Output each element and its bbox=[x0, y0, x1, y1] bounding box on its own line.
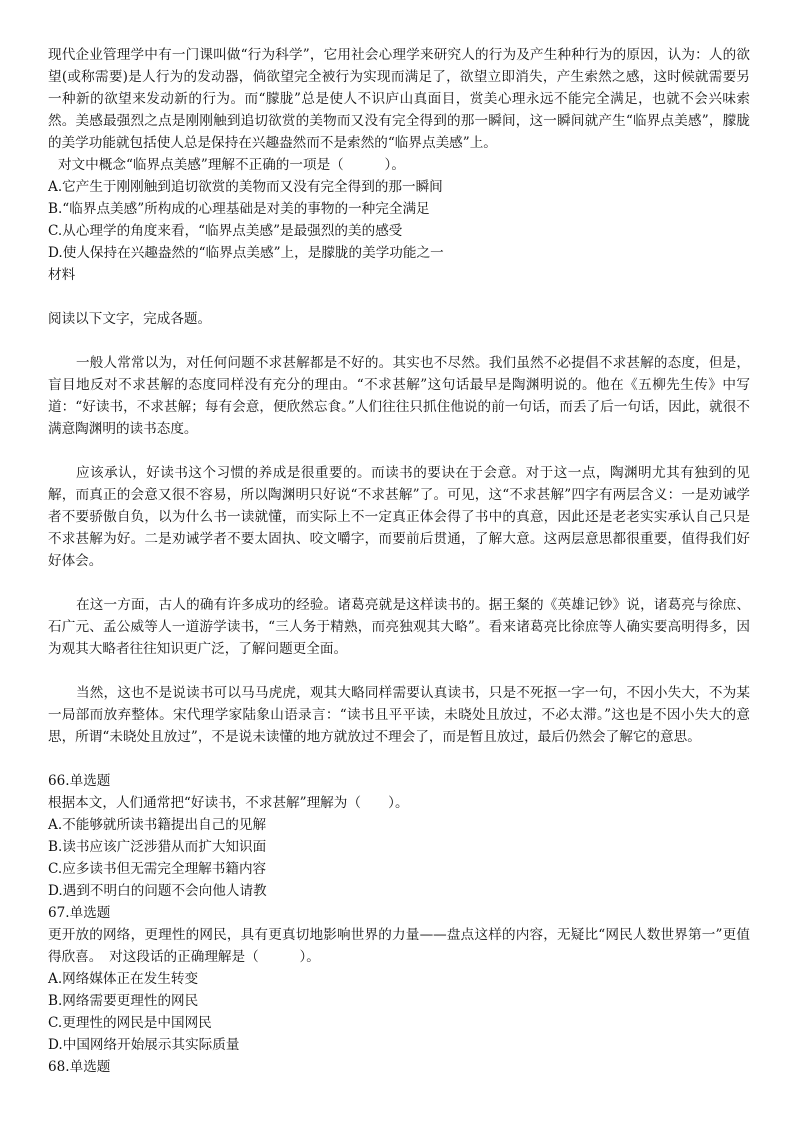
article-paragraph: 当然，这也不是说读书可以马马虎虎，观其大略同样需要认真读书，只是不死抠一字一句，不因小失大，不为某一局部而放弃整体。宋代理学家陆象山语录言：“读书且平平读，未晓处且放过，不必太滞。”这也是不因小失大的意思，所谓“未晓处且放过”，不是说未读懂的地方就放过不理会了，而是暂且放过，最后仍然会了解它的意思。 bbox=[48, 685, 750, 745]
read-instruction: 阅读以下文字，完成各题。 bbox=[48, 311, 212, 327]
document-page bbox=[48, 44, 750, 1078]
article-paragraph: 在这一方面，古人的确有许多成功的经验。诸葛亮就是这样读书的。据王粲的《英雄记钞》说，诸葛亮与徐庶、石广元、孟公威等人一道游学读书，“三人务于精熟，而亮独观其大略”。看来诸葛亮比徐庶等人确实要高明得多，因为观其大略者往往知识更广泛，了解问题更全面。 bbox=[48, 597, 750, 657]
option-c: C.从心理学的角度来看，“临界点美感”是最强烈的美的感受 bbox=[48, 223, 403, 239]
option-b: B.“临界点美感”所构成的心理基础是对美的事物的一种完全满足 bbox=[48, 201, 430, 217]
material-label: 材料 bbox=[48, 267, 76, 283]
option-d: D.中国网络开始展示其实际质量 bbox=[48, 1037, 240, 1053]
option-d: D.使人保持在兴趣盎然的“临界点美感”上，是朦胧的美学功能之一 bbox=[48, 245, 444, 261]
question-number: 67.单选题 bbox=[48, 905, 111, 921]
question-stem: 更开放的网络，更理性的网民，具有更真切地影响世界的力量——盘点这样的内容，无疑比“网民人数世界第一”更值得欣喜。 对这段话的正确理解是（ ）。 bbox=[48, 927, 750, 965]
option-a: A.网络媒体正在发生转变 bbox=[48, 971, 199, 987]
option-d: D.遇到不明白的问题不会向他人请教 bbox=[48, 883, 267, 899]
passage-intro: 现代企业管理学中有一门课叫做“行为科学”，它用社会心理学来研究人的行为及产生种种行为的原因，认为：人的欲望(或称需要)是人行为的发动器，倘欲望完全被行为实现而满足了，欲望立即消失，产生索然之感，这时候就需要另一种新的欲望来发动新的行为。而“朦胧”总是使人不识庐山真面目，赏美心理永远不能完全满足，也就不会兴味索然。美感最强烈之点是刚刚触到追切欲赏的美物而又没有完全得到的那一瞬间，这一瞬间就产生“临界点美感”，朦胧的美学功能就包括使人总是保持在兴趣盎然而不是索然的“临界点美感”上。 bbox=[48, 47, 750, 151]
question-stem: 根据本文，人们通常把“好读书，不求甚解”理解为（ ）。 bbox=[48, 795, 409, 811]
option-c: C.更理性的网民是中国网民 bbox=[48, 1015, 212, 1031]
option-a: A.不能够就所读书籍提出自己的见解 bbox=[48, 817, 267, 833]
option-a: A.它产生于刚刚触到追切欲赏的美物而又没有完全得到的那一瞬间 bbox=[48, 179, 443, 195]
option-c: C.应多读书但无需完全理解书籍内容 bbox=[48, 861, 267, 877]
question-number: 68.单选题 bbox=[48, 1059, 111, 1075]
article-paragraph: 一般人常常以为，对任何问题不求甚解都是不好的。其实也不尽然。我们虽然不必提倡不求甚解的态度，但是，盲目地反对不求甚解的态度同样没有充分的理由。“不求甚解”这句话最早是陶渊明说的。他在《五柳先生传》中写道：“好读书，不求甚解；每有会意，便欣然忘食。”人们往往只抓住他说的前一句话，而丢了后一句话，因此，就很不满意陶渊明的读书态度。 bbox=[48, 355, 750, 437]
article-paragraph: 应该承认，好读书这个习惯的养成是很重要的。而读书的要诀在于会意。对于这一点，陶渊明尤其有独到的见解，而真正的会意又很不容易，所以陶渊明只好说“不求甚解”了。可见，这“不求甚解”四字有两层含义：一是劝诫学者不要骄傲自负，以为什么书一读就懂，而实际上不一定真正体会得了书中的真意，因此还是老老实实承认自己只是不求甚解为好。二是劝诫学者不要太固执、咬文嚼字，而要前后贯通，了解大意。这两层意思都很重要，值得我们好好体会。 bbox=[48, 465, 750, 569]
option-b: B.网络需要更理性的网民 bbox=[48, 993, 199, 1009]
question-number: 66.单选题 bbox=[48, 773, 111, 789]
question-stem: 对文中概念“临界点美感”理解不正确的一项是（ ）。 bbox=[58, 157, 405, 173]
option-b: B.读书应该广泛涉猎从而扩大知识面 bbox=[48, 839, 267, 855]
